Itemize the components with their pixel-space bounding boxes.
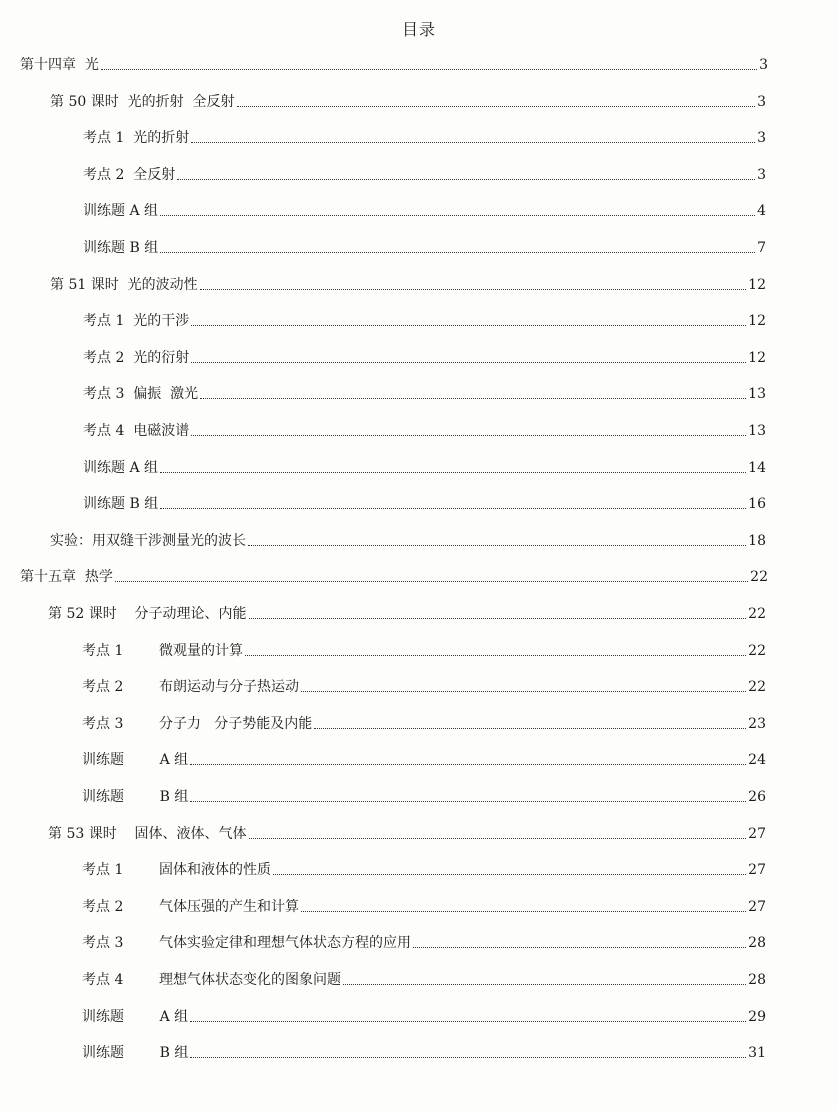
toc-entry-page-number: 3 [759,57,768,73]
toc-entry-page-number: 27 [748,862,766,879]
toc-entry[interactable] [82,707,766,733]
toc-entry-label: 考点 1 微观量的计算 [82,642,243,659]
toc-leader-dots [191,361,746,363]
toc-leader-dots [301,910,746,912]
toc-entry[interactable] [82,670,766,696]
toc-leader-dots [160,214,755,216]
toc-entry[interactable] [82,1036,766,1062]
toc-entry-page-number: 4 [757,203,766,220]
toc-leader-dots [200,288,747,290]
toc-entry-label: 训练题 B 组 [83,496,159,513]
toc-entry[interactable] [83,377,766,403]
toc-leader-dots [245,654,746,656]
toc-leader-dots [190,800,746,802]
toc-entry[interactable] [50,85,766,111]
toc-entry[interactable] [48,817,766,843]
toc-leader-dots [115,580,748,582]
toc-entry[interactable] [82,853,766,879]
toc-entry-page-number: 18 [748,532,766,549]
toc-entry-page-number: 24 [748,752,766,769]
toc-entry-label: 考点 1 光的折射 [83,130,190,147]
toc-entry-label: 第 50 课时 光的折射 全反射 [50,93,235,110]
toc-entry[interactable] [82,963,766,989]
toc-leader-dots [301,690,746,692]
toc-entry-label: 考点 2 布朗运动与分子热运动 [82,679,299,696]
toc-entry[interactable] [82,1000,766,1026]
toc-entry[interactable] [83,414,766,440]
toc-entry-label: 第十五章 热学 [20,569,113,586]
toc-entry-page-number: 3 [757,130,766,147]
toc-entry-label: 训练题 A 组 [82,752,189,769]
toc-entry-label: 考点 2 气体压强的产生和计算 [82,898,299,915]
toc-entry-page-number: 27 [748,825,766,842]
toc-entry-label: 第 51 课时 光的波动性 [50,276,198,293]
toc-leader-dots [160,507,746,509]
toc-entry-page-number: 27 [748,898,766,915]
toc-entry-label: 训练题 A 组 [83,203,159,220]
toc-leader-dots [191,324,746,326]
toc-entry-label: 实验：用双缝干涉测量光的波长 [50,532,246,549]
toc-entry-label: 考点 1 光的干涉 [83,313,190,330]
toc-entry-page-number: 13 [748,423,766,439]
toc-entry-page-number: 22 [748,642,766,659]
toc-entry-label: 第 52 课时 分子动理论、内能 [48,606,247,622]
toc-entry-label: 考点 2 全反射 [83,166,176,183]
toc-entry-label: 考点 1 固体和液体的性质 [82,862,271,879]
toc-entry-label: 第十四章 光 [20,57,99,73]
toc-entry[interactable] [83,451,766,477]
toc-leader-dots [160,471,746,473]
toc-entry[interactable] [83,121,766,147]
toc-leader-dots [160,251,755,253]
toc-entry-page-number: 7 [757,240,766,256]
toc-entry[interactable] [83,341,766,367]
toc-entry-page-number: 13 [748,386,766,403]
toc-entry-label: 训练题 B 组 [82,1045,189,1062]
toc-entry-page-number: 12 [748,313,766,330]
toc-entry-page-number: 14 [748,459,766,476]
toc-entry-label: 考点 2 光的衍射 [83,349,190,366]
toc-leader-dots [101,68,757,70]
toc-entry-page-number: 22 [750,569,768,586]
toc-entry-label: 第 53 课时 固体、液体、气体 [48,825,247,842]
toc-leader-dots [343,983,746,985]
toc-entry[interactable] [50,524,766,550]
toc-entry[interactable] [83,304,766,330]
toc-entry-label: 训练题 A 组 [83,459,159,476]
toc-entry[interactable] [83,194,766,220]
toc-entry-page-number: 16 [748,496,766,513]
toc-entry-page-number: 28 [748,972,766,988]
toc-entry[interactable] [82,926,766,952]
toc-entry[interactable] [50,268,766,294]
toc-entry-page-number: 22 [748,606,766,622]
toc-entry[interactable] [83,231,766,257]
toc-leader-dots [248,544,746,546]
toc-entry[interactable] [82,780,766,806]
toc-leader-dots [413,946,746,948]
toc-entry[interactable] [83,158,766,184]
toc-entry-label: 考点 3 气体实验定律和理想气体状态方程的应用 [82,935,411,952]
toc-leader-dots [273,873,746,875]
toc-entry-page-number: 3 [757,166,766,183]
toc-entry[interactable] [82,743,766,769]
toc-entry-label: 考点 3 分子力 分子势能及内能 [82,715,313,732]
toc-entry-label: 考点 4 理想气体状态变化的图象问题 [82,972,341,988]
toc-leader-dots [191,141,755,143]
toc-leader-dots [249,617,747,619]
toc-entry-page-number: 31 [748,1045,766,1062]
toc-entry[interactable] [20,560,768,586]
toc-leader-dots [177,178,755,180]
toc-leader-dots [200,397,746,399]
toc-entry-label: 训练题 B 组 [82,789,189,805]
toc-leader-dots [190,1020,746,1022]
toc-leader-dots [191,434,746,436]
toc-entry[interactable] [83,487,766,513]
toc-leader-dots [237,105,756,107]
toc-leader-dots [249,837,747,839]
toc-entry-page-number: 22 [748,679,766,696]
page-title: 目录 [401,20,436,39]
toc-entry[interactable] [48,597,766,623]
toc-entry-page-number: 29 [748,1008,766,1025]
toc-leader-dots [190,1056,746,1058]
toc-entry[interactable] [20,48,768,74]
toc-entry-label: 考点 4 电磁波谱 [83,423,190,439]
toc-entry-label: 训练题 B 组 [83,240,159,256]
toc-entry[interactable] [82,634,766,660]
toc-leader-dots [190,763,746,765]
toc-entry-page-number: 12 [748,276,766,293]
toc-entry-page-number: 12 [748,349,766,366]
toc-entry[interactable] [82,890,766,916]
toc-entry-page-number: 3 [757,93,766,110]
toc-entry-page-number: 26 [748,789,766,805]
toc-leader-dots [314,727,746,729]
toc-entry-page-number: 28 [748,935,766,952]
toc-entry-label: 训练题 A 组 [82,1008,189,1025]
toc-entry-label: 考点 3 偏振 激光 [83,386,199,403]
toc-entry-page-number: 23 [748,715,766,732]
